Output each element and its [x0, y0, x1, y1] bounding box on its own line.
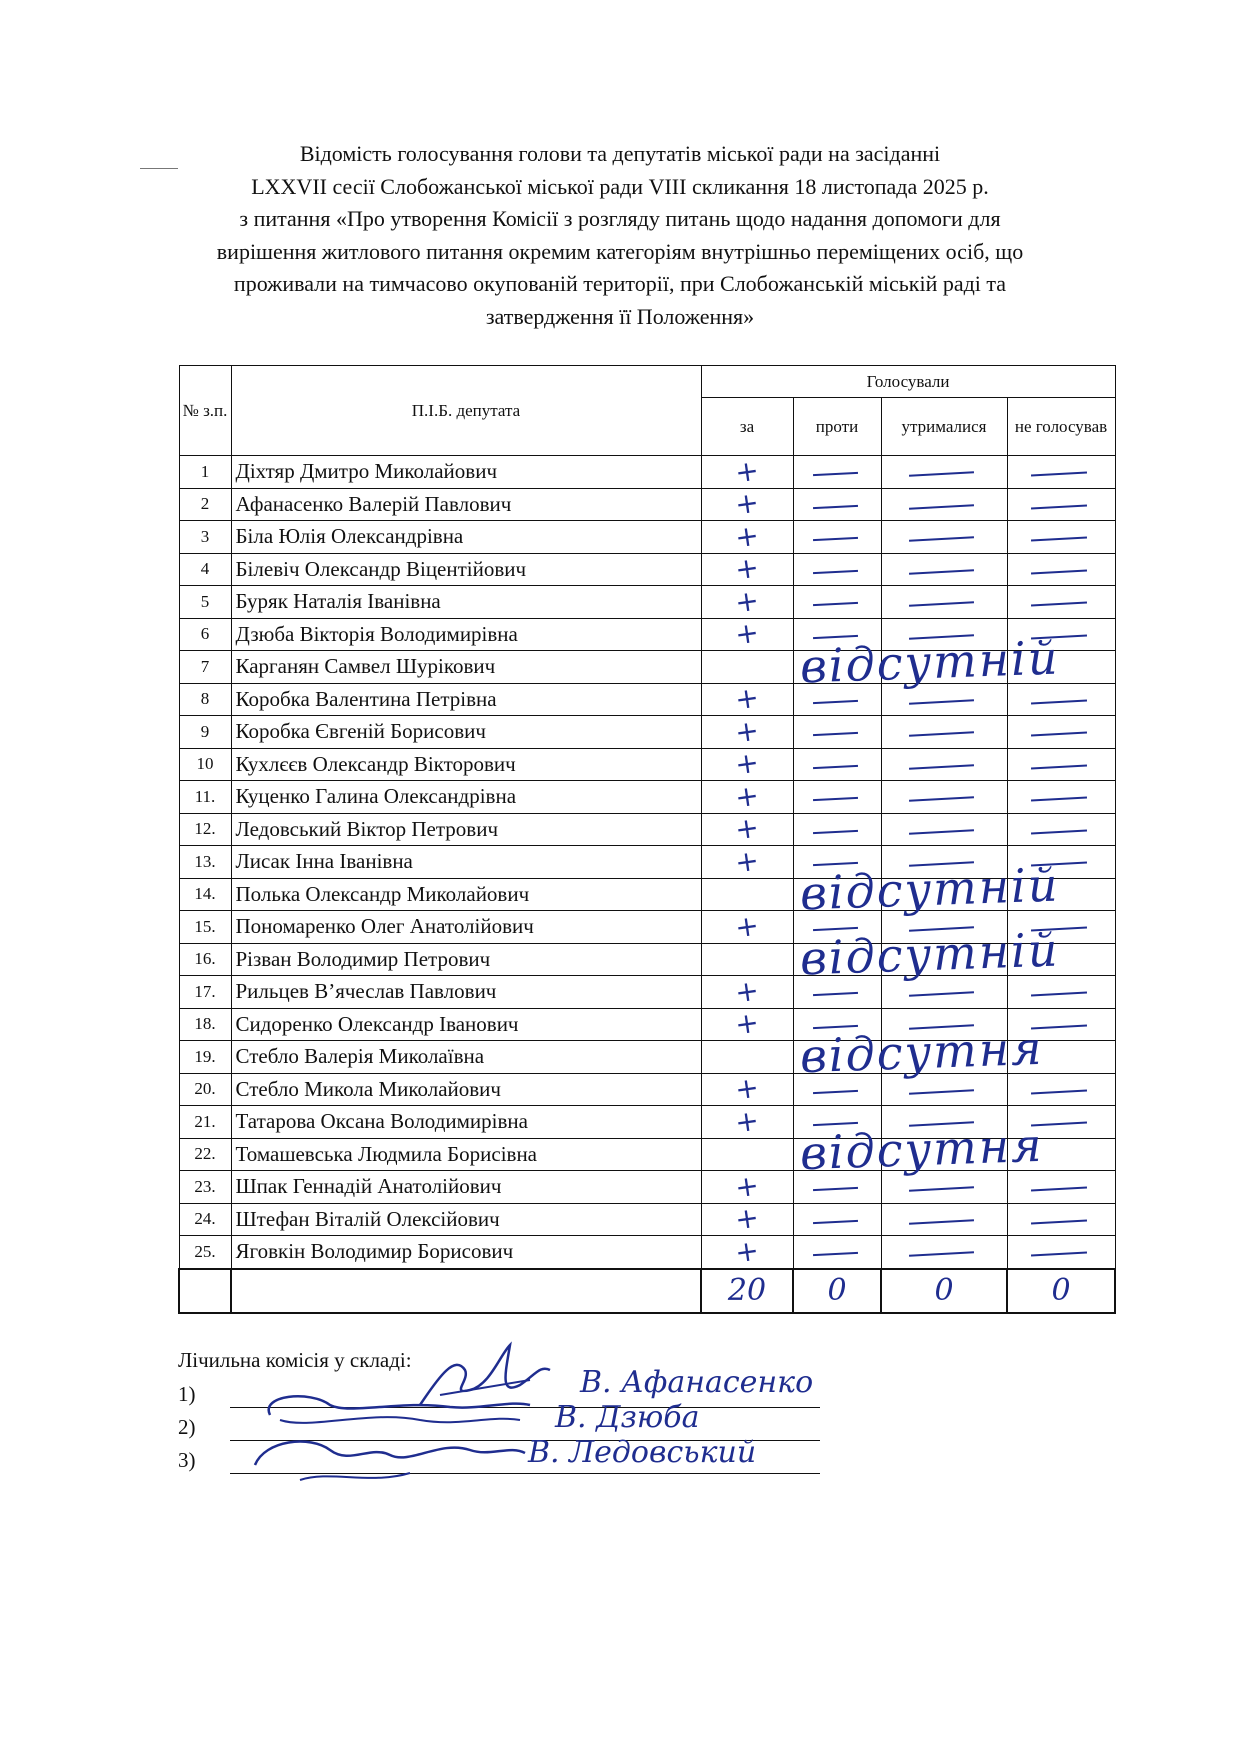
vote-cell-not-voted	[1007, 1073, 1115, 1106]
table-row	[179, 1041, 1115, 1074]
row-number: 8	[179, 683, 231, 716]
vote-cell-abstained	[881, 1236, 1007, 1269]
commission-member-1-name: В. Афанасенко	[580, 1365, 814, 1400]
vote-cell-abstained	[881, 521, 1007, 554]
dash-mark	[813, 927, 858, 931]
dash-mark	[813, 537, 858, 541]
totals-row	[179, 1269, 1115, 1313]
deputy-name: Афанасенко Валерій Павлович	[231, 488, 701, 521]
vote-cell-abstained	[881, 813, 1007, 846]
dash-mark	[1031, 634, 1087, 639]
plus-mark: +	[733, 1233, 761, 1270]
vote-cell-against	[793, 781, 881, 814]
deputy-name: Стебло Валерія Миколаївна	[231, 1041, 701, 1074]
vote-cell-for	[701, 1103, 793, 1140]
row-number: 14.	[179, 878, 231, 911]
vote-cell-not-voted	[1007, 488, 1115, 521]
vote-cell-abstained	[881, 651, 1007, 684]
vote-cell-abstained	[881, 976, 1007, 1009]
dash-mark	[813, 732, 858, 736]
header-name: П.І.Б. депутата	[231, 366, 701, 456]
vote-cell-for	[701, 943, 793, 976]
vote-cell-for	[701, 1168, 793, 1205]
deputy-name: Біла Юлія Олександрівна	[231, 521, 701, 554]
vote-cell-not-voted	[1007, 1171, 1115, 1204]
header-not-voted: не голосував	[1007, 398, 1115, 456]
deputy-name: Карганян Самвел Шурікович	[231, 651, 701, 684]
table-row	[179, 911, 1115, 944]
deputy-name: Куценко Галина Олександрівна	[231, 781, 701, 814]
vote-cell-abstained	[881, 488, 1007, 521]
table-row	[179, 553, 1115, 586]
dash-mark	[1031, 602, 1087, 607]
table-row	[179, 618, 1115, 651]
plus-mark: +	[733, 973, 761, 1010]
plus-mark: +	[733, 615, 761, 652]
dash-mark	[1031, 1219, 1087, 1224]
signature-3	[240, 1425, 530, 1490]
row-number: 22.	[179, 1138, 231, 1171]
plus-mark: +	[733, 518, 761, 555]
plus-mark: +	[733, 1200, 761, 1237]
vote-cell-not-voted	[1007, 1236, 1115, 1269]
row-number: 12.	[179, 813, 231, 846]
row-number: 15.	[179, 911, 231, 944]
vote-cell-against	[793, 683, 881, 716]
vote-cell-not-voted	[1007, 1008, 1115, 1041]
deputy-name: Діхтяр Дмитро Миколайович	[231, 456, 701, 489]
dash-mark	[909, 537, 974, 542]
table-row	[179, 1008, 1115, 1041]
vote-cell-abstained	[881, 748, 1007, 781]
row-number: 20.	[179, 1073, 231, 1106]
dash-mark	[909, 1187, 974, 1192]
vote-cell-not-voted	[1007, 911, 1115, 944]
row-number: 1	[179, 456, 231, 489]
vote-cell-against	[793, 976, 881, 1009]
vote-cell-for	[701, 1041, 793, 1074]
dash-mark	[1031, 569, 1087, 574]
vote-cell-for	[701, 583, 793, 620]
row-number: 5	[179, 586, 231, 619]
vote-cell-against	[793, 488, 881, 521]
vote-cell-not-voted	[1007, 878, 1115, 911]
vote-cell-not-voted	[1007, 781, 1115, 814]
dash-mark	[909, 602, 974, 607]
vote-cell-against	[793, 813, 881, 846]
dash-mark	[813, 765, 858, 769]
row-number: 3	[179, 521, 231, 554]
plus-mark: +	[733, 908, 761, 945]
absent-note: відсутній	[799, 922, 1061, 986]
vote-cell-for	[701, 713, 793, 750]
commission-member-3-name: В. Ледовський	[528, 1435, 757, 1470]
row-number: 7	[179, 651, 231, 684]
table-row	[179, 878, 1115, 911]
vote-cell-not-voted	[1007, 1138, 1115, 1171]
dash-mark	[909, 764, 974, 769]
vote-cell-for	[701, 550, 793, 587]
table-row	[179, 683, 1115, 716]
vote-cell-against	[793, 1008, 881, 1041]
header-for: за	[701, 398, 793, 456]
total-not-voted: 0	[1007, 1269, 1115, 1313]
vote-cell-abstained	[881, 846, 1007, 879]
plus-mark: +	[733, 778, 761, 815]
row-number: 6	[179, 618, 231, 651]
deputy-name: Буряк Наталія Іванівна	[231, 586, 701, 619]
dash-mark	[1031, 1252, 1087, 1257]
dash-mark	[909, 927, 974, 932]
deputy-name: Дзюба Вікторія Володимирівна	[231, 618, 701, 651]
dash-mark	[1031, 862, 1087, 867]
table-row	[179, 1171, 1115, 1204]
dash-mark	[1031, 829, 1087, 834]
vote-cell-against	[793, 943, 881, 976]
dash-mark	[813, 602, 858, 606]
dash-mark	[909, 1219, 974, 1224]
plus-mark: +	[733, 1168, 761, 1205]
row-number: 2	[179, 488, 231, 521]
dash-mark	[1031, 472, 1087, 477]
title-line-2: LXXVII сесії Слобожанської міської ради VIII скликання 18 листопада 2025 р.	[251, 173, 989, 199]
row-number: 11.	[179, 781, 231, 814]
table-row	[179, 846, 1115, 879]
dash-mark	[909, 1122, 974, 1127]
dash-mark	[813, 862, 858, 866]
vote-cell-for	[701, 1233, 793, 1270]
vote-cell-for	[701, 843, 793, 880]
header-against: проти	[793, 398, 881, 456]
deputy-name: Пономаренко Олег Анатолійович	[231, 911, 701, 944]
deputy-name: Коробка Валентина Петрівна	[231, 683, 701, 716]
dash-mark	[909, 1024, 974, 1029]
deputy-name: Рильцев В’ячеслав Павлович	[231, 976, 701, 1009]
voting-table	[178, 365, 1116, 1314]
dash-mark	[813, 570, 858, 574]
vote-cell-abstained	[881, 716, 1007, 749]
table-row	[179, 456, 1115, 489]
dash-mark	[1031, 1187, 1087, 1192]
table-row	[179, 488, 1115, 521]
vote-cell-against	[793, 1203, 881, 1236]
vote-cell-for	[701, 973, 793, 1010]
title-line-5: проживали на тимчасово окупованій території, при Слобожанській міській раді та	[233, 271, 1007, 296]
plus-mark: +	[733, 550, 761, 587]
table-row	[179, 748, 1115, 781]
dash-mark	[909, 862, 974, 867]
vote-cell-against	[793, 651, 881, 684]
vote-cell-for	[701, 1138, 793, 1171]
vote-cell-for	[701, 453, 793, 490]
vote-cell-abstained	[881, 683, 1007, 716]
deputy-name: Ледовський Віктор Петрович	[231, 813, 701, 846]
vote-cell-for	[701, 518, 793, 555]
totals-name-cell	[231, 1269, 701, 1313]
row-number: 23.	[179, 1171, 231, 1204]
vote-cell-for	[701, 1005, 793, 1042]
absent-note: відсутня	[799, 1117, 1045, 1181]
plus-mark: +	[733, 680, 761, 717]
vote-cell-not-voted	[1007, 521, 1115, 554]
dash-mark	[1031, 732, 1087, 737]
vote-cell-for	[701, 1200, 793, 1237]
absent-note: відсутній	[799, 857, 1061, 921]
dash-mark	[909, 732, 974, 737]
dash-mark	[909, 634, 974, 639]
plus-mark: +	[733, 810, 761, 847]
vote-cell-abstained	[881, 586, 1007, 619]
plus-mark: +	[733, 713, 761, 750]
vote-cell-against	[793, 618, 881, 651]
vote-cell-against	[793, 716, 881, 749]
table-row	[179, 716, 1115, 749]
vote-cell-for	[701, 745, 793, 782]
dash-mark	[909, 829, 974, 834]
vote-cell-not-voted	[1007, 553, 1115, 586]
dash-mark	[813, 505, 858, 509]
commission-member-2-name: В. Дзюба	[555, 1400, 700, 1435]
row-number: 25.	[179, 1236, 231, 1269]
row-number: 24.	[179, 1203, 231, 1236]
vote-cell-for	[701, 485, 793, 522]
deputy-name: Яговкін Володимир Борисович	[231, 1236, 701, 1269]
table-row	[179, 1106, 1115, 1139]
table-row	[179, 943, 1115, 976]
commission-member-2-num: 2)	[178, 1415, 196, 1439]
dash-mark	[909, 797, 974, 802]
vote-cell-abstained	[881, 618, 1007, 651]
row-number: 17.	[179, 976, 231, 1009]
vote-cell-for	[701, 878, 793, 911]
vote-cell-against	[793, 521, 881, 554]
vote-cell-against	[793, 1236, 881, 1269]
deputy-name: Кухлєєв Олександр Вікторович	[231, 748, 701, 781]
deputy-name: Стебло Микола Миколайович	[231, 1073, 701, 1106]
deputy-name: Полька Олександр Миколайович	[231, 878, 701, 911]
vote-cell-not-voted	[1007, 651, 1115, 684]
table-row	[179, 651, 1115, 684]
plus-mark: +	[733, 745, 761, 782]
plus-mark: +	[733, 1070, 761, 1107]
deputy-name: Лисак Інна Іванівна	[231, 846, 701, 879]
vote-cell-against	[793, 1138, 881, 1171]
vote-cell-abstained	[881, 1138, 1007, 1171]
totals-num-cell	[179, 1269, 231, 1313]
dash-mark	[1031, 927, 1087, 932]
vote-cell-abstained	[881, 911, 1007, 944]
dash-mark	[1031, 797, 1087, 802]
vote-cell-for	[701, 810, 793, 847]
row-number: 13.	[179, 846, 231, 879]
dash-mark	[1031, 1122, 1087, 1127]
deputy-name: Різван Володимир Петрович	[231, 943, 701, 976]
dash-mark	[813, 992, 858, 996]
deputy-name: Коробка Євгеній Борисович	[231, 716, 701, 749]
deputy-name: Шпак Геннадій Анатолійович	[231, 1171, 701, 1204]
dash-mark	[909, 472, 974, 477]
plus-mark: +	[733, 843, 761, 880]
dash-mark	[813, 1252, 858, 1256]
absent-note: відсутній	[799, 629, 1061, 694]
vote-cell-not-voted	[1007, 813, 1115, 846]
vote-cell-not-voted	[1007, 586, 1115, 619]
header-num: № з.п.	[179, 366, 231, 456]
vote-cell-not-voted	[1007, 943, 1115, 976]
vote-cell-against	[793, 911, 881, 944]
vote-cell-against	[793, 586, 881, 619]
total-against: 0	[793, 1269, 881, 1313]
dash-mark	[1031, 504, 1087, 509]
header-abstained: утрималися	[881, 398, 1007, 456]
vote-cell-abstained	[881, 1008, 1007, 1041]
vote-cell-for	[701, 651, 793, 684]
title-line-1: Відомість голосування голови та депутатів міської ради на засіданні	[299, 141, 941, 166]
plus-mark: +	[733, 485, 761, 522]
vote-cell-for	[701, 778, 793, 815]
row-number: 9	[179, 716, 231, 749]
dash-mark	[1031, 764, 1087, 769]
title-line-6: затвердження її Положення»	[485, 303, 755, 329]
dash-mark	[813, 1220, 858, 1224]
title-line-4: вирішення житлового питання окремим категоріям внутрішньо переміщених осіб, що	[216, 238, 1024, 264]
commission-member-1-num: 1)	[178, 1382, 196, 1406]
plus-mark: +	[733, 453, 761, 490]
vote-cell-abstained	[881, 943, 1007, 976]
vote-cell-abstained	[881, 456, 1007, 489]
dash-mark	[813, 1187, 858, 1191]
dash-mark	[813, 1025, 858, 1029]
dash-mark	[909, 699, 974, 704]
row-number: 21.	[179, 1106, 231, 1139]
vote-cell-against	[793, 1106, 881, 1139]
table-row	[179, 1203, 1115, 1236]
dash-mark	[813, 472, 858, 476]
vote-cell-abstained	[881, 1041, 1007, 1074]
table-row	[179, 1236, 1115, 1269]
dash-mark	[1031, 699, 1087, 704]
vote-cell-abstained	[881, 553, 1007, 586]
dash-mark	[813, 1122, 858, 1126]
table-row	[179, 781, 1115, 814]
dash-mark	[813, 797, 858, 801]
vote-cell-not-voted	[1007, 456, 1115, 489]
document-title	[160, 138, 1080, 333]
vote-cell-not-voted	[1007, 846, 1115, 879]
absent-note: відсутня	[799, 1020, 1045, 1083]
vote-cell-not-voted	[1007, 748, 1115, 781]
table-row	[179, 813, 1115, 846]
vote-cell-abstained	[881, 1106, 1007, 1139]
vote-cell-for	[701, 615, 793, 652]
table-row	[179, 976, 1115, 1009]
commission-label: Лічильна комісія у складі:	[178, 1348, 412, 1372]
vote-cell-for	[701, 680, 793, 717]
row-number: 19.	[179, 1041, 231, 1074]
dash-mark	[813, 1090, 858, 1094]
total-abstained: 0	[881, 1269, 1007, 1313]
dash-mark	[1031, 1024, 1087, 1029]
vote-cell-against	[793, 748, 881, 781]
table-row	[179, 1073, 1115, 1106]
row-number: 4	[179, 553, 231, 586]
vote-cell-for	[701, 908, 793, 945]
deputy-name: Томашевська Людмила Борисівна	[231, 1138, 701, 1171]
vote-cell-not-voted	[1007, 1203, 1115, 1236]
vote-cell-not-voted	[1007, 683, 1115, 716]
deputy-name: Штефан Віталій Олексійович	[231, 1203, 701, 1236]
vote-cell-against	[793, 1041, 881, 1074]
total-for: 20	[701, 1269, 793, 1313]
plus-mark: +	[733, 583, 761, 620]
row-number: 16.	[179, 943, 231, 976]
table-row	[179, 521, 1115, 554]
vote-cell-not-voted	[1007, 618, 1115, 651]
vote-cell-not-voted	[1007, 1106, 1115, 1139]
vote-cell-not-voted	[1007, 976, 1115, 1009]
vote-cell-for	[701, 1070, 793, 1107]
plus-mark: +	[733, 1005, 761, 1042]
vote-cell-against	[793, 878, 881, 911]
header-voted: Голосували	[701, 366, 1115, 398]
vote-cell-against	[793, 1171, 881, 1204]
vote-cell-not-voted	[1007, 716, 1115, 749]
dash-mark	[813, 830, 858, 834]
deputy-name: Татарова Оксана Володимирівна	[231, 1106, 701, 1139]
plus-mark: +	[733, 1103, 761, 1140]
vote-cell-against	[793, 1073, 881, 1106]
dash-mark	[1031, 537, 1087, 542]
vote-cell-abstained	[881, 1171, 1007, 1204]
vote-cell-against	[793, 456, 881, 489]
vote-cell-abstained	[881, 1203, 1007, 1236]
vote-cell-against	[793, 553, 881, 586]
dash-mark	[1031, 992, 1087, 997]
dash-mark	[909, 992, 974, 997]
table-row	[179, 586, 1115, 619]
dash-mark	[909, 569, 974, 574]
deputy-name: Сидоренко Олександр Іванович	[231, 1008, 701, 1041]
dash-mark	[813, 635, 858, 639]
vote-cell-against	[793, 846, 881, 879]
dash-mark	[813, 700, 858, 704]
row-number: 10	[179, 748, 231, 781]
title-line-3: з питання «Про утворення Комісії з розгляду питань щодо надання допомоги для	[239, 206, 1001, 231]
deputy-name: Білевіч Олександр Віцентійович	[231, 553, 701, 586]
dash-mark	[909, 1089, 974, 1094]
table-row	[179, 1138, 1115, 1171]
table-body	[179, 453, 1115, 1270]
dash-mark	[909, 1252, 974, 1257]
vote-cell-abstained	[881, 878, 1007, 911]
dash-mark	[909, 504, 974, 509]
vote-cell-abstained	[881, 781, 1007, 814]
vote-cell-abstained	[881, 1073, 1007, 1106]
vote-cell-not-voted	[1007, 1041, 1115, 1074]
commission-member-3-num: 3)	[178, 1448, 196, 1472]
dash-mark	[1031, 1089, 1087, 1094]
row-number: 18.	[179, 1008, 231, 1041]
